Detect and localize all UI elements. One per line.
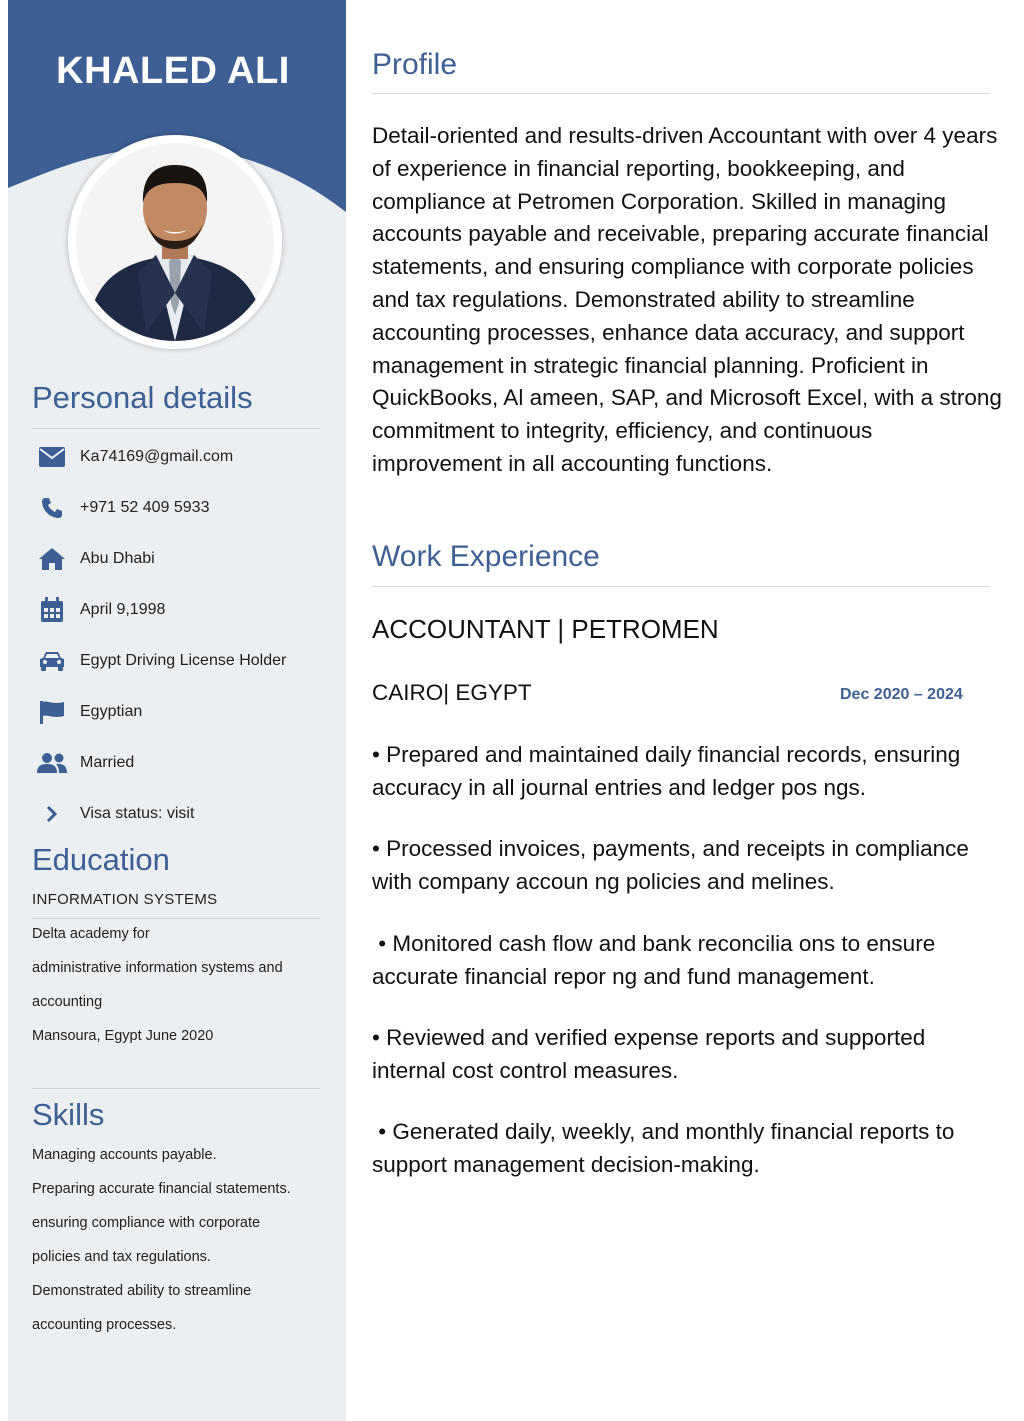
job-bullet: • Processed invoices, payments, and receipts in compliance with company accoun ng policies and melines. [372,836,969,894]
detail-email [36,442,233,472]
job-bullet: • Generated daily, weekly, and monthly financial reports to support management decision-making. [372,1119,961,1177]
education-line: administrative information systems and [32,960,283,976]
marital-text: Married [80,754,135,771]
personal-details-title: Personal details [32,380,253,415]
divider [372,586,990,587]
job-location: CAIRO| EGYPT [372,680,532,705]
profile-title: Profile [372,48,458,81]
detail-phone [36,493,209,523]
education-line: Mansoura, Egypt June 2020 [32,1028,214,1044]
detail-visa [36,799,194,829]
detail-address [36,544,155,574]
education-degree: INFORMATION SYSTEMS [32,891,218,908]
detail-marital [36,748,134,778]
divider [32,1088,320,1089]
divider [372,93,990,94]
candidate-name: KHALED ALI [56,50,290,92]
avatar [76,143,274,341]
page-margin-left [0,0,8,1421]
address-text: Abu Dhabi [80,550,155,567]
detail-license [36,646,286,676]
skill-item: Preparing accurate financial statements. [32,1181,291,1197]
chevron-right-icon [36,801,68,827]
phone-text: +971 52 409 5933 [80,499,210,516]
job-title: ACCOUNTANT | PETROMEN [372,614,719,644]
education-line: Delta academy for [32,926,150,942]
skill-item: Demonstrated ability to streamline [32,1283,252,1299]
nationality-text: Egyptian [80,703,143,720]
envelope-icon [36,444,68,470]
job-bullet: • Monitored cash flow and bank reconcilia ons to ensure accurate financial repor ng and fund management. [372,931,942,989]
phone-icon [36,495,68,521]
education-title: Education [32,842,170,877]
profile-text: Detail-oriented and results-driven Accountant with over 4 years of experience in financial reporting, bookkeeping, and compliance at Petromen Corporation. Skilled in managing accounts payable and receivable, preparing accurate financial statements, and ensuring compliance with corporate policies and tax regulations. Demonstrated ability to streamline accounting processes, enhance data accuracy, and support management in strategic financial planning. Proficient in QuickBooks, Al ameen, SAP, and Microsoft Excel, with a strong commitment to integrity, efficiency, and continuous improvement in all accounting functions. [372,123,1002,476]
job-dates: Dec 2020 – 2024 [840,686,963,703]
job-bullet: • Prepared and maintained daily financial records, ensuring accuracy in all journal entries and ledger pos ngs. [372,742,961,800]
skill-item: Managing accounts payable. [32,1147,217,1163]
calendar-icon [36,597,68,623]
divider [32,428,320,429]
visa-text: Visa status: visit [80,805,195,822]
page-margin-right [1016,0,1024,1421]
detail-birthdate [36,595,165,625]
email-text: Ka74169@gmail.com [80,448,234,465]
skill-item: ensuring compliance with corporate [32,1215,261,1231]
detail-nationality [36,697,142,727]
flag-icon [36,699,68,725]
skill-item: accounting processes. [32,1317,177,1333]
birthdate-text: April 9,1998 [80,601,166,618]
work-experience-title: Work Experience [372,540,600,573]
car-icon [36,648,68,674]
license-text: Egypt Driving License Holder [80,652,287,669]
skill-item: policies and tax regulations. [32,1249,211,1265]
education-line: accounting [32,994,103,1010]
skills-title: Skills [32,1097,105,1132]
home-icon [36,546,68,572]
job-bullet: • Reviewed and verified expense reports and supported internal cost control measures. [372,1025,926,1083]
profile-photo [68,135,282,349]
users-icon [36,750,68,776]
divider [32,918,320,919]
